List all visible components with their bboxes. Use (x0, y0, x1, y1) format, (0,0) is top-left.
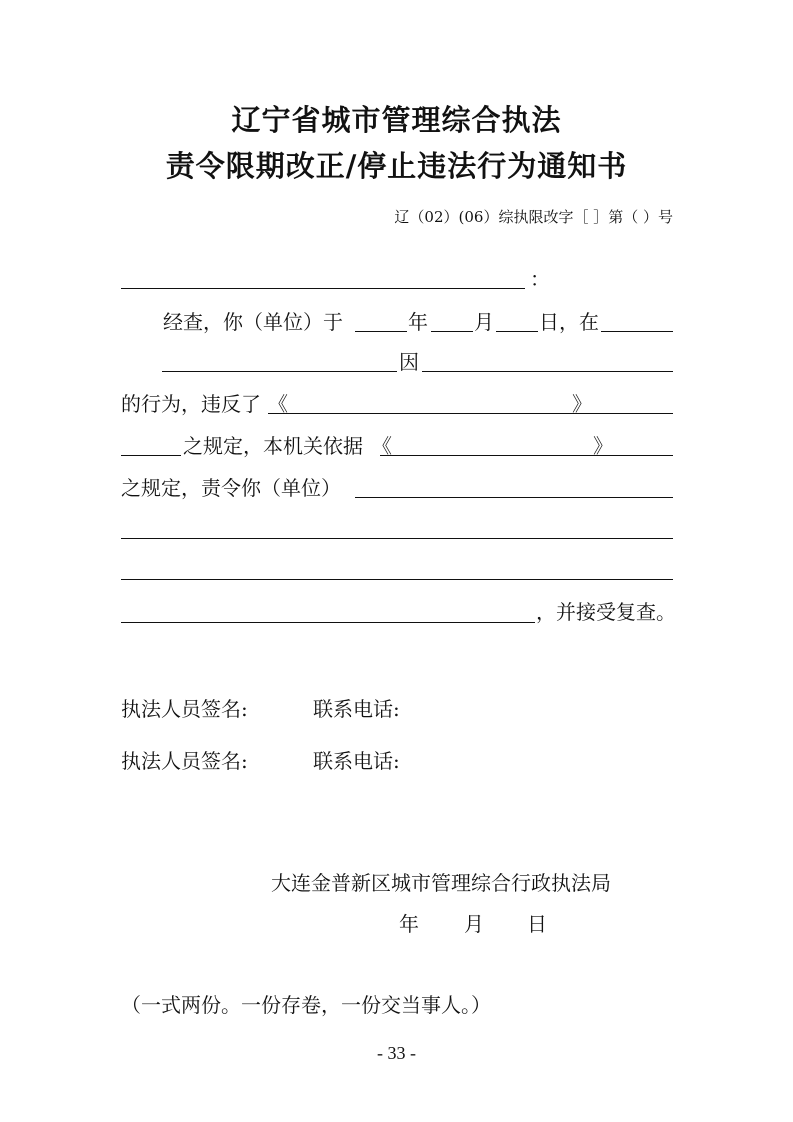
basis-law-blank[interactable] (380, 455, 673, 456)
addressee-blank[interactable] (121, 288, 525, 289)
day-at-label: 日，在 (539, 310, 599, 334)
month-blank[interactable] (431, 331, 473, 332)
violated-law-blank[interactable] (268, 413, 673, 414)
order-blank-3[interactable] (121, 579, 673, 580)
cause-label: 因 (399, 350, 419, 374)
addressee-colon: ： (530, 267, 550, 291)
officer-signature-label: 执法人员签名: (121, 697, 248, 721)
date-day-label: 日 (527, 912, 547, 936)
officer-signature-label: 执法人员签名: (121, 749, 248, 773)
issuing-authority: 大连金普新区城市管理综合行政执法局 (271, 871, 611, 895)
document-title-line2: 责令限期改正/停止违法行为通知书 (165, 149, 628, 183)
law-open-quote: 《 (268, 392, 288, 416)
order-blank-2[interactable] (121, 538, 673, 539)
closing-text: ，并接受复查。 (536, 600, 676, 624)
contact-phone-label: 联系电话: (313, 749, 400, 773)
location-blank-2[interactable] (162, 371, 397, 372)
law-close-quote: 》 (572, 392, 592, 416)
copies-note: （一式两份。一份存卷，一份交当事人。） (121, 993, 491, 1017)
order-blank-4[interactable] (121, 622, 535, 623)
violation-prefix: 的行为，违反了 (121, 392, 261, 416)
order-prefix: 之规定，责令你（单位） (121, 476, 341, 500)
location-blank-1[interactable] (601, 331, 673, 332)
article-blank[interactable] (121, 455, 181, 456)
date-month-label: 月 (464, 912, 484, 936)
year-blank[interactable] (355, 331, 407, 332)
date-year-label: 年 (399, 912, 419, 936)
month-label: 月 (474, 310, 494, 334)
document-title-line1: 辽宁省城市管理综合执法 (231, 103, 562, 137)
cause-blank[interactable] (422, 371, 673, 372)
document-number: 辽（02）(06）综执限改字［ ］第（ ）号 (394, 208, 673, 226)
year-label: 年 (408, 310, 428, 334)
basis-close-quote: 》 (593, 434, 613, 458)
order-blank-1[interactable] (355, 497, 673, 498)
intro-text: 经查，你（单位）于 (163, 310, 343, 334)
page-number: - 33 - (377, 1043, 416, 1063)
basis-open-quote: 《 (372, 434, 392, 458)
provision-basis-text: 之规定，本机关依据 (183, 434, 363, 458)
day-blank[interactable] (496, 331, 538, 332)
contact-phone-label: 联系电话: (313, 697, 400, 721)
